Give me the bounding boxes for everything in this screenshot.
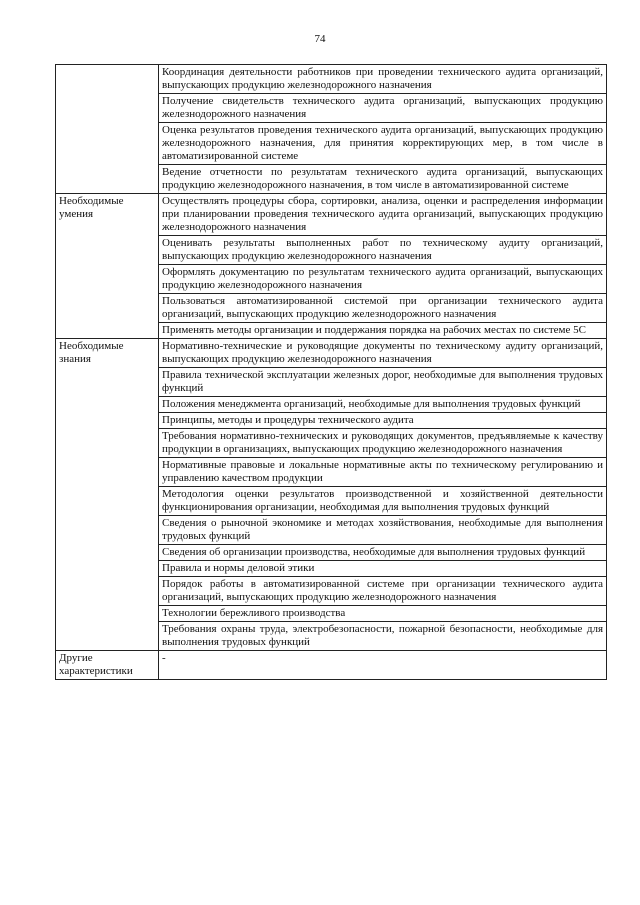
requirement-text: Правила технической эксплуатации железных дорог, необходимые для выполнения трудовых функций <box>159 368 607 397</box>
requirement-text: Оценка результатов проведения технического аудита организаций, выпускающих продукцию железнодорожного назначения, для принятия корректирующих мер, в том числе в автоматизированной системе <box>159 123 607 165</box>
requirement-text: Принципы, методы и процедуры технического аудита <box>159 413 607 429</box>
requirement-text: Оформлять документацию по результатам технического аудита организаций, выпускающих продукцию железнодорожного назначения <box>159 265 607 294</box>
requirements-table <box>55 64 607 680</box>
requirement-text: Положения менеджмента организаций, необходимые для выполнения трудовых функций <box>159 397 607 413</box>
requirement-text: Порядок работы в автоматизированной системе при организации технического аудита организаций, выпускающих продукцию железнодорожного назначения <box>159 577 607 606</box>
requirement-text: Сведения о рыночной экономике и методах хозяйствования, необходимые для выполнения трудовых функций <box>159 516 607 545</box>
requirement-text: Требования нормативно-технических и руководящих документов, предъявляемые к качеству продукции в организациях, выпускающих продукцию железнодорожного назначения <box>159 429 607 458</box>
requirement-text: Требования охраны труда, электробезопасности, пожарной безопасности, необходимые для выполнения трудовых функций <box>159 622 607 651</box>
page-number: 74 <box>314 33 326 45</box>
requirement-text: Применять методы организации и поддержания порядка на рабочих местах по системе 5С <box>159 323 607 339</box>
table-row <box>56 651 607 680</box>
requirement-text: Ведение отчетности по результатам технического аудита организаций, выпускающих продукцию железнодорожного назначения, в том числе в автоматизированной системе <box>159 165 607 194</box>
section-label-knowledge: Необходимые знания <box>56 339 159 651</box>
requirement-text: Правила и нормы деловой этики <box>159 561 607 577</box>
requirement-text: Технологии бережливого производства <box>159 606 607 622</box>
requirement-text: Получение свидетельств технического аудита организаций, выпускающих продукцию железнодорожного назначения <box>159 94 607 123</box>
section-label-activities <box>56 65 159 194</box>
requirement-text: Нормативно-технические и руководящие документы по техническому аудиту организаций, выпускающих продукцию железнодорожного назначения <box>159 339 607 368</box>
requirement-text: Осуществлять процедуры сбора, сортировки, анализа, оценки и распределения информации при планировании проведения технического аудита организаций, выпускающих продукцию железнодорожного назначения <box>159 194 607 236</box>
table-row <box>56 65 607 94</box>
requirement-text: Сведения об организации производства, необходимые для выполнения трудовых функций <box>159 545 607 561</box>
requirement-text: Оценивать результаты выполненных работ по техническому аудиту организаций, выпускающих продукцию железнодорожного назначения <box>159 236 607 265</box>
requirement-text: Координация деятельности работников при проведении технического аудита организаций, выпускающих продукцию железнодорожного назначения <box>159 65 607 94</box>
requirement-text: Нормативные правовые и локальные нормативные акты по техническому регулированию и управлению качеством продукции <box>159 458 607 487</box>
table-row <box>56 194 607 236</box>
requirement-text: Методология оценки результатов производственной и хозяйственной деятельности функционирования организации, необходимая для выполнения трудовых функций <box>159 487 607 516</box>
section-label-skills: Необходимые умения <box>56 194 159 339</box>
requirement-text: Пользоваться автоматизированной системой при организации технического аудита организаций, выпускающих продукцию железнодорожного назначения <box>159 294 607 323</box>
table-row <box>56 339 607 368</box>
requirement-text: - <box>159 651 607 680</box>
section-label-other: Другие характеристики <box>56 651 159 680</box>
